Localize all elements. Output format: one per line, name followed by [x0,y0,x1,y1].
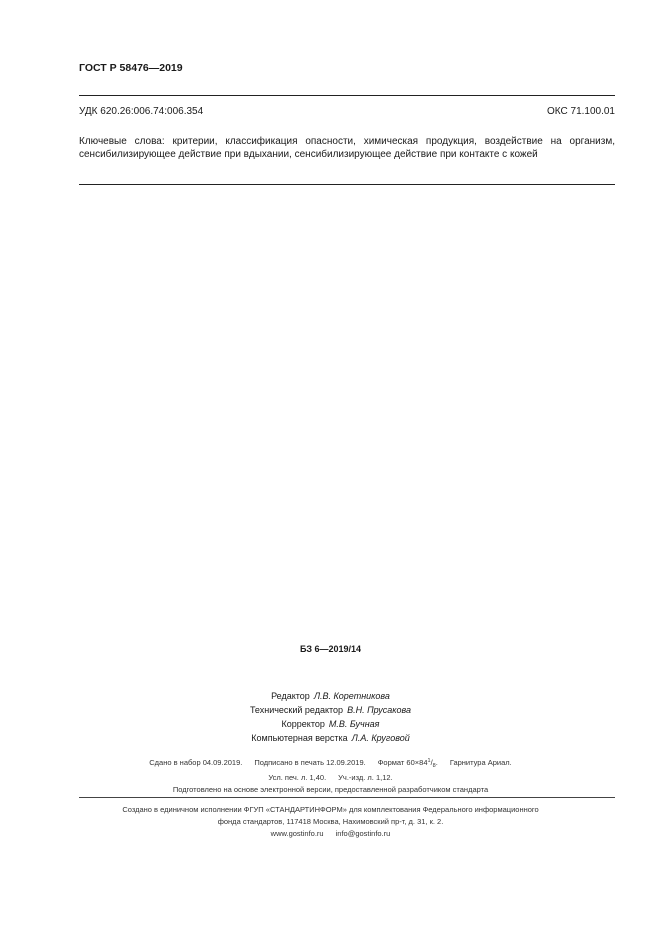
top-divider [79,95,615,96]
credit-name: Л.А. Круговой [351,733,410,743]
submitted-date: Сдано в набор 04.09.2019. [149,758,243,767]
footer-line-1: Создано в единичном исполнении ФГУП «СТАНДАРТИНФОРМ» для комплектования Федерального информационного [122,805,539,814]
udk-code: УДК 620.26:006.74:006.354 [79,106,204,117]
print-sheets: Усл. печ. л. 1,40. [268,773,327,782]
credit-role: Компьютерная верстка [251,733,348,743]
footer-contacts [0,828,661,840]
footer-block [0,804,661,840]
footer-divider [79,797,615,798]
credit-editor [0,689,661,703]
pub-sheets: Уч.-изд. л. 1,12. [338,773,393,782]
credit-role: Редактор [271,691,310,701]
imprint-line-1 [0,755,661,772]
credits-block [0,689,661,745]
oks-code: ОКС 71.100.01 [547,106,615,117]
bz-number: БЗ 6—2019/14 [299,644,362,654]
paper-format: Формат $60\times 84^1/_8$. [377,758,438,769]
imprint-block [0,755,661,796]
credit-tech-editor [0,703,661,717]
signed-date: Подписано в печать 12.09.2019. [254,758,366,767]
credit-name: Л.В. Коретникова [313,691,390,701]
credit-name: М.В. Бучная [328,719,380,729]
credit-layout [0,731,661,745]
email-link[interactable]: info@gostinfo.ru [335,829,391,838]
keywords-divider [79,184,615,185]
credit-role: Технический редактор [249,705,344,715]
prepared-note: Подготовлено на основе электронной версии, предоставленной разработчиком стандарта [172,785,489,794]
credit-corrector [0,717,661,731]
credit-name: В.Н. Прусакова [347,705,412,715]
credit-role: Корректор [281,719,325,729]
typeface: Гарнитура Ариал. [449,758,512,767]
website-link[interactable]: www.gostinfo.ru [270,829,324,838]
footer-line-2: фонда стандартов, 117418 Москва, Нахимовский пр-т, д. 31, к. 2. [217,817,444,826]
standard-number: ГОСТ Р 58476—2019 [79,62,183,74]
keywords-paragraph: Ключевые слова: критерии, классификация опасности, химическая продукция, воздействие на организм, сенсибилизирующее действие при вдыхании, сенсибилизирующее действие при контакте с кожей [79,136,615,160]
imprint-line-2 [0,772,661,784]
